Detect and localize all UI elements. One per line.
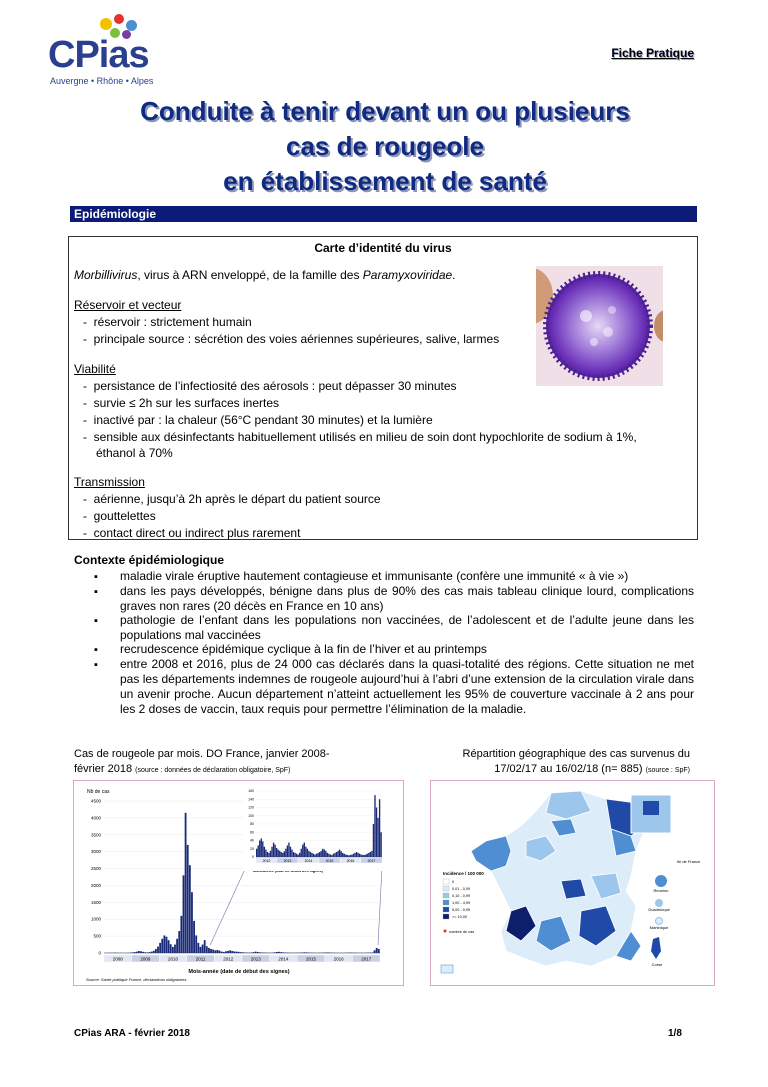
inset-bar [294,853,295,857]
bar [142,952,144,953]
bar [134,952,136,953]
inset-bar [321,851,322,857]
bar [204,940,206,953]
footer-left: CPias ARA - février 2018 [74,1028,190,1039]
page-title [60,94,710,199]
bar [155,949,157,953]
y-tick-label: 2000 [90,882,101,888]
figure-right-source: (source : SpF) [645,767,690,774]
virus-end: . [452,268,456,282]
context-bullet: dans les pays développés, bénigne dans plus de 90% des cas mais tableau clinique lourd, complications graves non rares (20 décès en France en 10 ans) [120,584,694,613]
bar [187,845,189,953]
bar [234,951,236,953]
transmission-item-text: aérienne, jusqu’à 2h après le départ du patient source [93,492,381,506]
bar [259,952,261,953]
bar [183,875,185,953]
bar [284,952,286,953]
bar [257,952,259,953]
section-bar-epidemiologie: Epidémiologie [70,206,697,222]
bar [325,952,327,953]
inset-x-tick-label: 2012 [262,858,271,863]
bar [193,921,195,953]
x-tick-label: 2008 [112,956,123,962]
figure-left-caption-line2: février 2018 [74,763,133,775]
inset-bar [371,851,372,857]
measles-virus-image [536,266,663,386]
inset-y-tick-label: 120 [248,805,254,810]
inset-bar [304,843,305,857]
logo-dot-red [114,14,124,24]
zoom-line [378,867,382,945]
bar [149,952,151,953]
zoom-line [210,867,246,945]
inset-bar [271,847,272,857]
x-tick-label: 2009 [140,956,151,962]
reservoir-item: - principale source : sécrétion des voies aériennes supérieures, salive, larmes [83,332,500,346]
bar [255,952,257,953]
reservoir-item: - réservoir : strictement humain [83,315,252,329]
context-bullet: recrudescence épidémique cyclique à la fin de l’hiver et au printemps [120,642,487,656]
guadeloupe-inset [655,899,663,907]
inset-bar [270,851,271,857]
bar [301,952,303,953]
legend-swatch [443,886,449,891]
viability-item: - persistance de l’infectiosité des aérosols : peut dépasser 30 minutes [83,379,457,393]
bar [159,943,161,953]
legend-label: 0 [452,880,455,884]
spf-logo [441,965,453,973]
territory-label: Corse [651,962,663,967]
bar [219,951,221,953]
bar [253,952,255,953]
bar [282,952,284,953]
x-tick-label: 2010 [167,956,179,962]
inset-bar [379,799,380,857]
bar [276,952,278,953]
bar [140,951,142,953]
france-map-figure [430,780,715,986]
bar [217,950,219,953]
inset-bar [341,851,342,857]
bar [261,952,263,953]
inset-bar [287,845,288,857]
inset-x-tick-label: 2015 [325,858,334,863]
y-tick-label: 1500 [90,899,101,905]
legend-swatch [443,900,449,905]
y-axis-label: Nb de cas [87,789,110,795]
inset-y-tick-label: 60 [250,830,254,835]
bar [304,952,306,953]
inset-bar [331,855,332,857]
bar [136,952,138,953]
inset-bar [339,850,340,857]
transmission-item: - aérienne, jusqu’à 2h après le départ du patient source [83,492,381,506]
inset-y-tick-label: 100 [248,813,254,818]
inset-bar [354,853,355,857]
context-heading: Contexte épidémiologique [74,553,225,567]
legend-title: Incidence / 100 000 [443,871,484,876]
legend-swatch [443,907,449,912]
bar [278,952,280,953]
figure-left-source: (source : données de déclaration obligatoire, SpF) [135,767,291,774]
bar [306,952,308,953]
title-line-3: en établissement de santé [223,166,547,196]
reservoir-item-text: principale source : sécrétion des voies aériennes supérieures, salive, larmes [93,332,500,346]
bar [223,952,225,953]
inset-y-tick-label: 0 [252,855,254,860]
legend-label: 0,01 - 0,09 [452,887,471,891]
bar [376,948,378,953]
bar [250,952,252,953]
bar [146,952,148,953]
viability-item: - sensible aux désinfectants habituellement utilisés en milieu de soin dont hypochlorite de sodium à 1%, [83,430,637,444]
y-tick-label: 2500 [90,866,101,872]
inset-bar [356,852,357,857]
title-line-1: Conduite à tenir devant un ou plusieurs [140,96,630,126]
bar [195,935,197,953]
bar [138,951,140,953]
bar [229,950,231,953]
territory-label: Guadeloupe [648,907,670,912]
bar [210,949,212,953]
reservoir-item-text: réservoir : strictement humain [93,315,252,329]
inset-bar [333,854,334,857]
chart-source: Source: Santé publique France, déclarations obligatoires [86,977,187,982]
inset-bar [368,853,369,857]
bar [221,952,223,953]
inset-bar [316,854,317,857]
inset-bar [259,841,260,858]
inset-bar [317,853,318,857]
bar [240,952,242,953]
bar [227,951,229,953]
bar [274,952,276,953]
virus-family: Paramyxoviridae [362,268,453,282]
inset-bar [328,854,329,857]
inset-bar [296,854,297,857]
viability-title: Viabilité [74,362,116,376]
inset-bar [376,808,377,858]
bar [163,935,165,953]
bar [174,945,176,953]
inset-bar [278,850,279,857]
bar [157,947,159,953]
bar [178,931,180,953]
legend-label: 5,00 - 9,99 [452,908,471,912]
transmission-item: - contact direct ou indirect plus rarement [83,526,301,540]
x-tick-label: 2013 [250,956,261,962]
viability-item-text: inactivé par : la chaleur (56°C pendant 30 minutes) et la lumière [93,413,433,427]
y-tick-label: 3500 [90,832,101,838]
inset-bar [362,855,363,857]
inset-bar [276,848,277,857]
inset-bar [299,853,300,857]
inset-bar [351,855,352,857]
inset-bar [264,847,265,857]
y-tick-label: 4500 [90,798,101,804]
inset-bar [308,851,309,857]
inset-bar [337,851,338,857]
bar [225,951,227,953]
bar [180,916,182,953]
territory-label: Martinique [649,925,669,930]
bar [132,952,134,953]
inset-bar [360,855,361,857]
legend-label: >= 10,00 [452,915,467,919]
bar [166,937,168,953]
x-tick-label: 2016 [333,956,344,962]
bar [212,950,214,953]
territory-label: Ile de France [677,859,701,864]
viability-item-text: sensible aux désinfectants habituellement utilisés en milieu de soin dont hypochlorite de sodium à 1%, [93,430,637,444]
bar [280,952,282,953]
bar [374,950,376,953]
y-tick-label: 0 [98,950,101,956]
inset-bar [297,855,298,857]
bar [214,950,216,953]
inset-bar [359,854,360,857]
inset-bar [348,855,349,857]
inset-x-tick-label: 2017 [367,858,376,863]
inset-y-tick-label: 160 [248,789,254,794]
inset-bar [364,855,365,857]
virus-description [74,267,456,283]
viability-item-cont: éthanol à 70% [96,446,173,460]
inset-bar [325,851,326,857]
legend-label: 1,00 - 4,99 [452,901,471,905]
inset-bar [324,850,325,857]
figure-right-caption-line1: Répartition géographique des cas survenus du [462,748,690,760]
inset-bar [357,853,358,857]
y-tick-label: 3000 [90,849,101,855]
x-tick-label: 2015 [305,956,317,962]
inset-bar [370,852,371,857]
inset-y-tick-label: 80 [250,822,254,827]
bar [197,943,199,953]
inset-bar [313,854,314,857]
inset-bar [319,852,320,857]
inset-bar [334,853,335,857]
transmission-item-text: contact direct ou indirect plus rarement [93,526,301,540]
inset-bar [311,853,312,857]
inset-bar [290,847,291,857]
inset-bar [273,843,274,857]
context-bullet: entre 2008 et 2016, plus de 24 000 cas déclarés dans la quasi-totalité des régions. Cette situation ne met pas les départements indemnes de rougeole aujourd’hui à l’abri d’une extension de la circulation virale dans un avenir proche. Aucun département n’atteint actuellement les 95% de couverture vaccinale à 2 ans pour les 2 doses de vaccin, taux requis pour permettre l’élimination de la maladie. [120,657,694,716]
viability-item: - inactivé par : la chaleur (56°C pendant 30 minutes) et la lumière [83,413,433,427]
inset-bar [380,832,381,857]
inset-bar [374,795,375,857]
bar [308,952,310,953]
inset-x-tick-label: 2016 [346,858,355,863]
inset-y-tick-label: 140 [248,797,254,802]
bar [176,939,178,953]
figure-left-caption-line1: Cas de rougeole par mois. DO France, janvier 2008- [74,748,330,760]
bar [327,952,329,953]
virus-genus: Morbillivirus [74,268,138,282]
inset-bar [282,853,283,857]
inset-bar [342,853,343,857]
inset-y-tick-label: 40 [250,838,254,843]
bar [168,940,170,953]
inset-bar [291,850,292,857]
bar [170,944,172,953]
bar [189,865,191,953]
viability-item-text: survie ≤ 2h sur les surfaces inertes [93,396,279,410]
bar [151,952,153,953]
corse-inset [651,937,661,959]
inset-bar [336,852,337,857]
bar [378,949,380,953]
x-axis-label: Mois-année (date de début des signes) [188,969,290,975]
inset-bar [285,849,286,857]
footer-page-number: 1/8 [668,1028,682,1039]
inset-bar [301,849,302,857]
bar [153,951,155,953]
bar [231,951,233,953]
bullet-marker: ▪ [94,644,98,656]
y-tick-label: 500 [93,933,101,939]
bar [372,952,374,953]
ile-de-france-core [643,801,659,815]
bar [200,947,202,953]
bar [172,947,174,953]
context-bullet: maladie virale éruptive hautement contagieuse et immunisante (confère une immunité « à vie ») [120,569,629,583]
inset-x-tick-label: 2014 [304,858,313,863]
viability-item-text: persistance de l’infectiosité des aérosols : peut dépasser 30 minutes [93,379,457,393]
bar [206,946,208,953]
bar [161,939,163,953]
inset-bar [279,851,280,857]
bullet-marker: ▪ [94,571,98,583]
inset-x-tick-label: 2013 [283,858,292,863]
inset-bar [314,855,315,857]
inset-bar [373,824,374,857]
virus-desc: , virus à ARN enveloppé, de la famille des [137,268,363,282]
measles-cases-chart [73,780,404,986]
bullet-marker: ▪ [94,586,98,598]
legend-swatch [443,914,449,919]
identity-heading: Carte d’identité du virus [314,241,452,255]
legend-swatch [443,879,449,884]
region-brittany [471,836,511,871]
bar [242,952,244,953]
figure-right-caption-line2: 17/02/17 au 16/02/18 (n= 885) [494,763,643,775]
inset-bar [377,818,378,857]
inset-bar [353,854,354,857]
reservoir-title: Réservoir et vecteur [74,298,182,312]
reunion-inset [655,875,667,887]
inset-bar [258,845,259,857]
logo-subtitle: Auvergne • Rhône • Alpes [50,76,154,86]
x-tick-label: 2014 [278,956,289,962]
inset-bar [327,853,328,857]
logo-text: CPias [48,34,149,76]
cases-dot-icon [444,930,447,933]
inset-bar [274,845,275,857]
logo-dot-yellow [100,18,112,30]
bar [202,945,204,953]
y-tick-label: 1000 [90,916,101,922]
bullet-marker: ▪ [94,659,98,671]
bar [191,892,193,953]
x-tick-label: 2017 [361,956,372,962]
viability-item: - survie ≤ 2h sur les surfaces inertes [83,396,279,410]
bar [185,813,187,953]
inset-bar [350,855,351,857]
inset-bar [302,845,303,857]
inset-bar [261,838,262,857]
chart-svg [74,781,405,987]
inset-bar [330,855,331,857]
inset-bar [322,849,323,857]
x-tick-label: 2012 [223,956,234,962]
inset-bar [345,855,346,857]
inset-bar [268,853,269,857]
fiche-pratique-label: Fiche Pratique [611,46,694,60]
virus-identity-box [68,236,698,540]
cpias-logo [48,14,168,84]
title-line-2: cas de rougeole [286,131,484,161]
inset-bar [365,855,366,857]
inset-bar [310,852,311,857]
inset-bar [367,854,368,857]
bar [238,952,240,953]
inset-bar [305,847,306,857]
bar [208,948,210,953]
bar [144,952,146,953]
inset-bar [267,852,268,857]
bullet-marker: ▪ [94,615,98,627]
legend-label: 0,10 - 0,99 [452,894,471,898]
inset-bar [265,850,266,857]
transmission-item-text: gouttelettes [93,509,156,523]
x-tick-label: 2011 [195,956,206,962]
y-tick-label: 4000 [90,815,101,821]
transmission-title: Transmission [74,475,145,489]
territory-label: Réunion [653,888,669,893]
bar [244,952,246,953]
inset-bar [262,841,263,857]
inset-bar [293,852,294,857]
inset-bar [281,852,282,857]
inset-bar [288,843,289,857]
bar [236,952,238,953]
martinique-inset [656,918,663,925]
figure-right-caption [430,747,690,778]
transmission-item: - gouttelettes [83,509,156,523]
figure-left-caption [74,747,374,778]
legend-swatch [443,893,449,898]
inset-bar [284,851,285,857]
context-bullet: pathologie de l’enfant dans les populations non vaccinées, de l’adolescent et de l’adulte jeune dans les populations mal vaccinées [120,613,694,642]
cases-note: nombre de cas [449,930,475,934]
inset-bar [347,855,348,857]
inset-bar [307,849,308,857]
inset-bar [256,849,257,857]
inset-y-tick-label: 20 [250,846,254,851]
france-map [431,781,716,987]
inset-bar [344,854,345,857]
